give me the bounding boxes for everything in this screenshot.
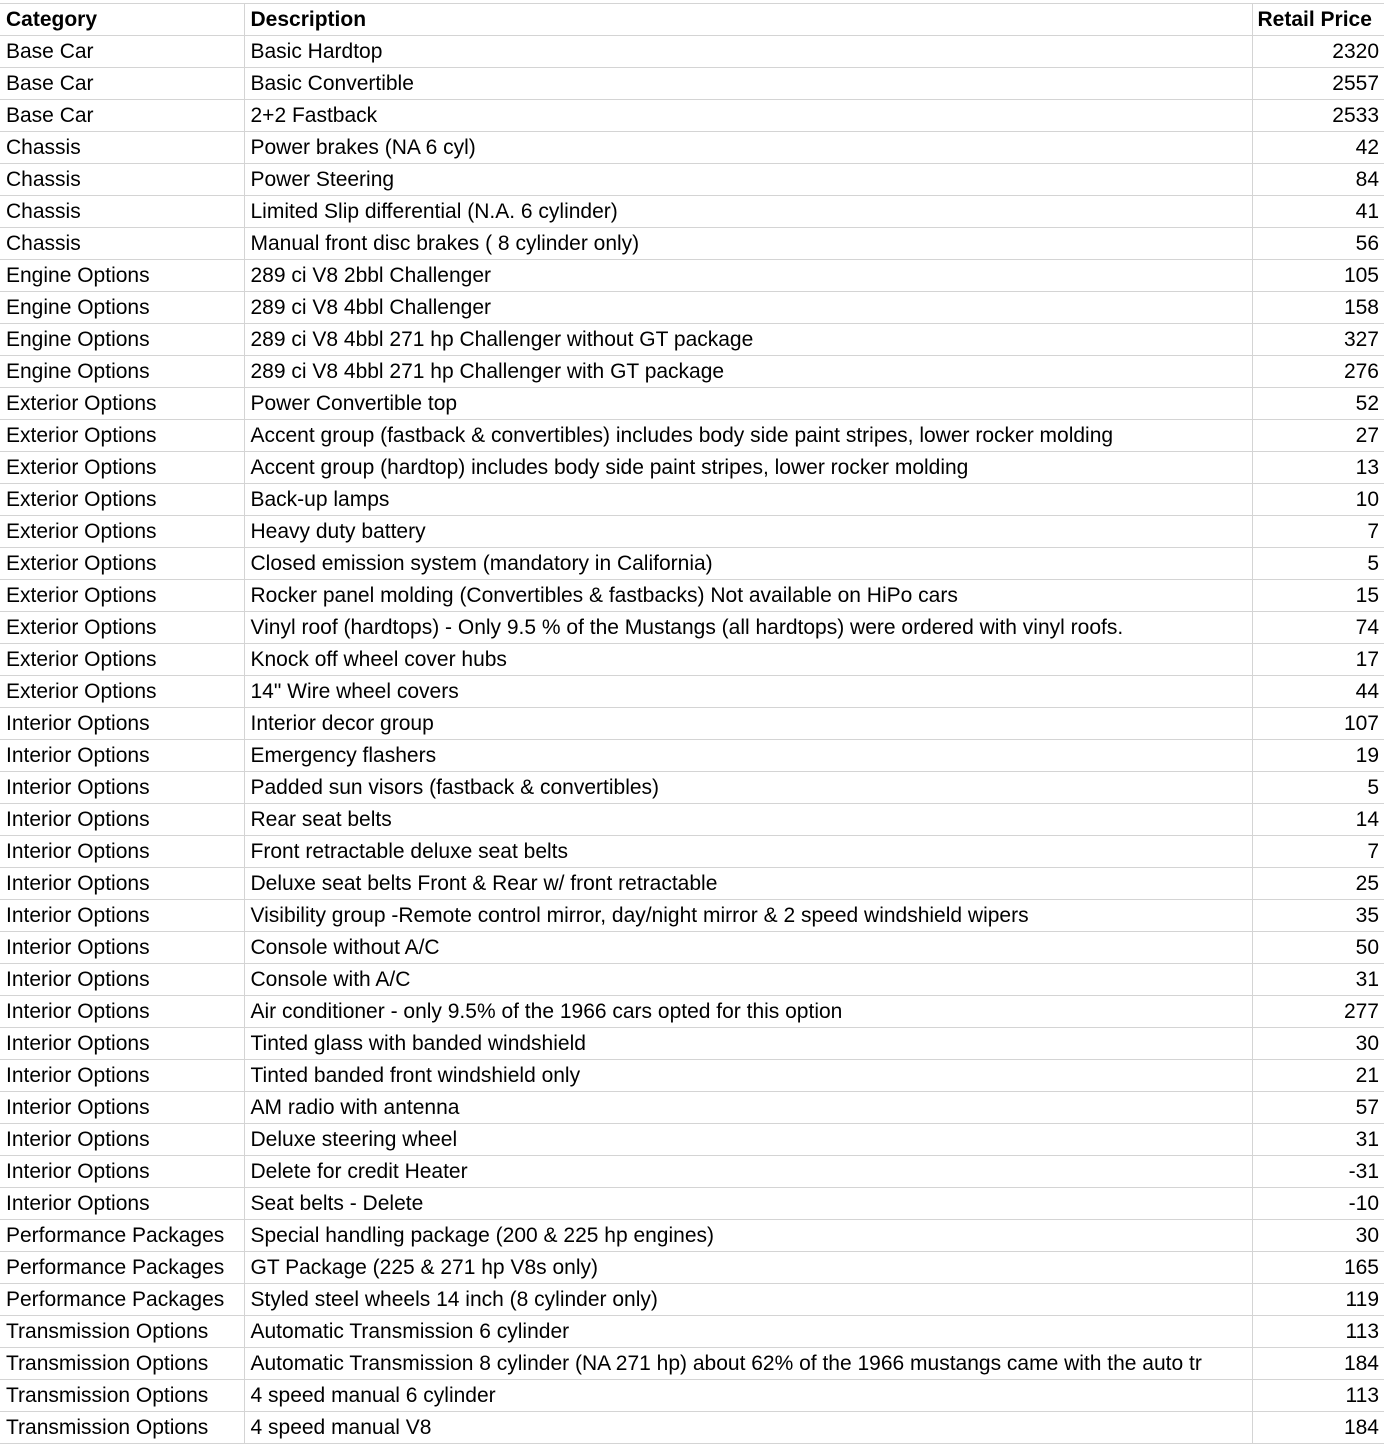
table-row bbox=[0, 100, 1384, 132]
category-cell[interactable]: Performance Packages bbox=[0, 1284, 244, 1316]
category-cell[interactable]: Interior Options bbox=[0, 964, 244, 996]
description-cell[interactable]: Rear seat belts bbox=[244, 804, 1252, 836]
table-row bbox=[0, 388, 1384, 420]
table-row bbox=[0, 420, 1384, 452]
description-cell[interactable]: Accent group (hardtop) includes body side paint stripes, lower rocker molding bbox=[244, 452, 1252, 484]
description-cell[interactable]: Knock off wheel cover hubs bbox=[244, 644, 1252, 676]
category-cell[interactable]: Exterior Options bbox=[0, 484, 244, 516]
category-cell[interactable]: Chassis bbox=[0, 164, 244, 196]
description-cell[interactable]: 2+2 Fastback bbox=[244, 100, 1252, 132]
description-cell[interactable]: Limited Slip differential (N.A. 6 cylinder) bbox=[244, 196, 1252, 228]
retail-price-cell[interactable]: 277 bbox=[1252, 996, 1384, 1028]
table-row bbox=[0, 292, 1384, 324]
category-cell[interactable]: Interior Options bbox=[0, 1092, 244, 1124]
retail-price-cell[interactable]: 44 bbox=[1252, 676, 1384, 708]
retail-price-cell[interactable]: 5 bbox=[1252, 772, 1384, 804]
description-cell[interactable]: Console without A/C bbox=[244, 932, 1252, 964]
table-row bbox=[0, 580, 1384, 612]
description-cell[interactable]: Power Convertible top bbox=[244, 388, 1252, 420]
table-row bbox=[0, 836, 1384, 868]
category-cell[interactable]: Transmission Options bbox=[0, 1316, 244, 1348]
header-category[interactable]: Category bbox=[0, 4, 244, 36]
category-cell[interactable]: Exterior Options bbox=[0, 452, 244, 484]
retail-price-cell[interactable]: -10 bbox=[1252, 1188, 1384, 1220]
retail-price-cell[interactable]: 7 bbox=[1252, 836, 1384, 868]
retail-price-cell[interactable]: 184 bbox=[1252, 1348, 1384, 1380]
retail-price-cell[interactable]: 5 bbox=[1252, 548, 1384, 580]
description-cell[interactable]: Power Steering bbox=[244, 164, 1252, 196]
category-cell[interactable]: Interior Options bbox=[0, 932, 244, 964]
table-row bbox=[0, 356, 1384, 388]
retail-price-cell[interactable]: 57 bbox=[1252, 1092, 1384, 1124]
retail-price-cell[interactable]: 31 bbox=[1252, 964, 1384, 996]
description-cell[interactable]: Deluxe steering wheel bbox=[244, 1124, 1252, 1156]
description-cell[interactable]: Tinted glass with banded windshield bbox=[244, 1028, 1252, 1060]
description-cell[interactable]: 4 speed manual V8 bbox=[244, 1412, 1252, 1444]
description-cell[interactable]: Special handling package (200 & 225 hp engines) bbox=[244, 1220, 1252, 1252]
table-row bbox=[0, 708, 1384, 740]
description-cell[interactable]: Seat belts - Delete bbox=[244, 1188, 1252, 1220]
category-cell[interactable]: Transmission Options bbox=[0, 1412, 244, 1444]
category-cell[interactable]: Interior Options bbox=[0, 1188, 244, 1220]
category-cell[interactable]: Exterior Options bbox=[0, 388, 244, 420]
table-row bbox=[0, 612, 1384, 644]
category-cell[interactable]: Exterior Options bbox=[0, 516, 244, 548]
retail-price-cell[interactable]: 14 bbox=[1252, 804, 1384, 836]
retail-price-cell[interactable]: 50 bbox=[1252, 932, 1384, 964]
retail-price-cell[interactable]: 74 bbox=[1252, 612, 1384, 644]
retail-price-cell[interactable]: 113 bbox=[1252, 1380, 1384, 1412]
retail-price-cell[interactable]: 2533 bbox=[1252, 100, 1384, 132]
description-cell[interactable]: 289 ci V8 4bbl 271 hp Challenger with GT package bbox=[244, 356, 1252, 388]
category-cell[interactable]: Interior Options bbox=[0, 740, 244, 772]
table-row bbox=[0, 196, 1384, 228]
table-row bbox=[0, 1188, 1384, 1220]
retail-price-cell[interactable]: 158 bbox=[1252, 292, 1384, 324]
table-row bbox=[0, 1028, 1384, 1060]
retail-price-cell[interactable]: 21 bbox=[1252, 1060, 1384, 1092]
table-row bbox=[0, 1348, 1384, 1380]
category-cell[interactable]: Performance Packages bbox=[0, 1252, 244, 1284]
category-cell[interactable]: Chassis bbox=[0, 228, 244, 260]
category-cell[interactable]: Interior Options bbox=[0, 1124, 244, 1156]
table-row bbox=[0, 996, 1384, 1028]
table-row bbox=[0, 868, 1384, 900]
table-row bbox=[0, 932, 1384, 964]
category-cell[interactable]: Interior Options bbox=[0, 1028, 244, 1060]
table-row bbox=[0, 164, 1384, 196]
retail-price-cell[interactable]: 35 bbox=[1252, 900, 1384, 932]
table-row bbox=[0, 772, 1384, 804]
category-cell[interactable]: Base Car bbox=[0, 100, 244, 132]
description-cell[interactable]: AM radio with antenna bbox=[244, 1092, 1252, 1124]
table-row bbox=[0, 228, 1384, 260]
category-cell[interactable]: Chassis bbox=[0, 132, 244, 164]
retail-price-cell[interactable]: 2320 bbox=[1252, 36, 1384, 68]
category-cell[interactable]: Base Car bbox=[0, 36, 244, 68]
retail-price-cell[interactable]: 17 bbox=[1252, 644, 1384, 676]
description-cell[interactable]: Vinyl roof (hardtops) - Only 9.5 % of the Mustangs (all hardtops) were ordered with vinyl roofs. bbox=[244, 612, 1252, 644]
table-row bbox=[0, 1252, 1384, 1284]
description-cell[interactable]: Emergency flashers bbox=[244, 740, 1252, 772]
description-cell[interactable]: Deluxe seat belts Front & Rear w/ front retractable bbox=[244, 868, 1252, 900]
retail-price-cell[interactable]: 30 bbox=[1252, 1028, 1384, 1060]
table-row bbox=[0, 676, 1384, 708]
retail-price-cell[interactable]: 105 bbox=[1252, 260, 1384, 292]
retail-price-cell[interactable]: 165 bbox=[1252, 1252, 1384, 1284]
description-cell[interactable]: Basic Convertible bbox=[244, 68, 1252, 100]
retail-price-cell[interactable]: 113 bbox=[1252, 1316, 1384, 1348]
description-cell[interactable]: GT Package (225 & 271 hp V8s only) bbox=[244, 1252, 1252, 1284]
retail-price-cell[interactable]: 15 bbox=[1252, 580, 1384, 612]
description-cell[interactable]: Power brakes (NA 6 cyl) bbox=[244, 132, 1252, 164]
description-cell[interactable]: Tinted banded front windshield only bbox=[244, 1060, 1252, 1092]
description-cell[interactable]: Rocker panel molding (Convertibles & fastbacks) Not available on HiPo cars bbox=[244, 580, 1252, 612]
category-cell[interactable]: Exterior Options bbox=[0, 548, 244, 580]
table-row bbox=[0, 644, 1384, 676]
description-cell[interactable]: Automatic Transmission 6 cylinder bbox=[244, 1316, 1252, 1348]
retail-price-cell[interactable]: 184 bbox=[1252, 1412, 1384, 1444]
table-row bbox=[0, 964, 1384, 996]
category-cell[interactable]: Engine Options bbox=[0, 356, 244, 388]
category-cell[interactable]: Interior Options bbox=[0, 1156, 244, 1188]
table-row bbox=[0, 548, 1384, 580]
retail-price-cell[interactable]: 30 bbox=[1252, 1220, 1384, 1252]
table-row bbox=[0, 132, 1384, 164]
description-cell[interactable]: Heavy duty battery bbox=[244, 516, 1252, 548]
retail-price-cell[interactable]: 41 bbox=[1252, 196, 1384, 228]
category-cell[interactable]: Exterior Options bbox=[0, 420, 244, 452]
description-cell[interactable]: Manual front disc brakes ( 8 cylinder only) bbox=[244, 228, 1252, 260]
description-cell[interactable]: Delete for credit Heater bbox=[244, 1156, 1252, 1188]
category-cell[interactable]: Interior Options bbox=[0, 772, 244, 804]
retail-price-cell[interactable]: 13 bbox=[1252, 452, 1384, 484]
header-row bbox=[0, 4, 1384, 36]
retail-price-cell[interactable]: -31 bbox=[1252, 1156, 1384, 1188]
category-cell[interactable]: Base Car bbox=[0, 68, 244, 100]
category-cell[interactable]: Exterior Options bbox=[0, 676, 244, 708]
description-cell[interactable]: Styled steel wheels 14 inch (8 cylinder only) bbox=[244, 1284, 1252, 1316]
retail-price-cell[interactable]: 276 bbox=[1252, 356, 1384, 388]
description-cell[interactable]: Back-up lamps bbox=[244, 484, 1252, 516]
table-row bbox=[0, 1124, 1384, 1156]
description-cell[interactable]: 289 ci V8 2bbl Challenger bbox=[244, 260, 1252, 292]
category-cell[interactable]: Transmission Options bbox=[0, 1348, 244, 1380]
retail-price-cell[interactable]: 42 bbox=[1252, 132, 1384, 164]
table-row bbox=[0, 1156, 1384, 1188]
table-row bbox=[0, 1284, 1384, 1316]
table-row bbox=[0, 1380, 1384, 1412]
header-retail-price[interactable]: Retail Price bbox=[1252, 4, 1384, 36]
table-row bbox=[0, 484, 1384, 516]
category-cell[interactable]: Interior Options bbox=[0, 836, 244, 868]
description-cell[interactable]: 289 ci V8 4bbl 271 hp Challenger without GT package bbox=[244, 324, 1252, 356]
table-row bbox=[0, 1316, 1384, 1348]
table-row bbox=[0, 452, 1384, 484]
category-cell[interactable]: Exterior Options bbox=[0, 580, 244, 612]
category-cell[interactable]: Chassis bbox=[0, 196, 244, 228]
description-cell[interactable]: Air conditioner - only 9.5% of the 1966 cars opted for this option bbox=[244, 996, 1252, 1028]
table-row bbox=[0, 740, 1384, 772]
retail-price-cell[interactable]: 25 bbox=[1252, 868, 1384, 900]
category-cell[interactable]: Exterior Options bbox=[0, 644, 244, 676]
description-cell[interactable]: Padded sun visors (fastback & convertibles) bbox=[244, 772, 1252, 804]
table-row bbox=[0, 1412, 1384, 1444]
category-cell[interactable]: Engine Options bbox=[0, 324, 244, 356]
description-cell[interactable]: Visibility group -Remote control mirror, day/night mirror & 2 speed windshield wipers bbox=[244, 900, 1252, 932]
description-cell[interactable]: Basic Hardtop bbox=[244, 36, 1252, 68]
description-cell[interactable]: Automatic Transmission 8 cylinder (NA 271 hp) about 62% of the 1966 mustangs came with the auto tr bbox=[244, 1348, 1252, 1380]
options-price-table bbox=[0, 3, 1384, 1444]
table-body bbox=[0, 36, 1384, 1444]
retail-price-cell[interactable]: 327 bbox=[1252, 324, 1384, 356]
description-cell[interactable]: 14" Wire wheel covers bbox=[244, 676, 1252, 708]
retail-price-cell[interactable]: 10 bbox=[1252, 484, 1384, 516]
retail-price-cell[interactable]: 84 bbox=[1252, 164, 1384, 196]
table-row bbox=[0, 260, 1384, 292]
retail-price-cell[interactable]: 31 bbox=[1252, 1124, 1384, 1156]
header-description[interactable]: Description bbox=[244, 4, 1252, 36]
retail-price-cell[interactable]: 119 bbox=[1252, 1284, 1384, 1316]
retail-price-cell[interactable]: 19 bbox=[1252, 740, 1384, 772]
category-cell[interactable]: Interior Options bbox=[0, 708, 244, 740]
category-cell[interactable]: Performance Packages bbox=[0, 1220, 244, 1252]
category-cell[interactable]: Interior Options bbox=[0, 900, 244, 932]
category-cell[interactable]: Interior Options bbox=[0, 868, 244, 900]
table-row bbox=[0, 36, 1384, 68]
category-cell[interactable]: Engine Options bbox=[0, 260, 244, 292]
category-cell[interactable]: Transmission Options bbox=[0, 1380, 244, 1412]
description-cell[interactable]: 289 ci V8 4bbl Challenger bbox=[244, 292, 1252, 324]
category-cell[interactable]: Engine Options bbox=[0, 292, 244, 324]
table-row bbox=[0, 516, 1384, 548]
retail-price-cell[interactable]: 56 bbox=[1252, 228, 1384, 260]
retail-price-cell[interactable]: 7 bbox=[1252, 516, 1384, 548]
table-row bbox=[0, 1092, 1384, 1124]
category-cell[interactable]: Interior Options bbox=[0, 804, 244, 836]
retail-price-cell[interactable]: 107 bbox=[1252, 708, 1384, 740]
description-cell[interactable]: Accent group (fastback & convertibles) includes body side paint stripes, lower rocker molding bbox=[244, 420, 1252, 452]
description-cell[interactable]: Console with A/C bbox=[244, 964, 1252, 996]
description-cell[interactable]: Interior decor group bbox=[244, 708, 1252, 740]
description-cell[interactable]: Front retractable deluxe seat belts bbox=[244, 836, 1252, 868]
table-row bbox=[0, 324, 1384, 356]
table-row bbox=[0, 804, 1384, 836]
category-cell[interactable]: Interior Options bbox=[0, 996, 244, 1028]
table-row bbox=[0, 900, 1384, 932]
retail-price-cell[interactable]: 27 bbox=[1252, 420, 1384, 452]
category-cell[interactable]: Interior Options bbox=[0, 1060, 244, 1092]
category-cell[interactable]: Exterior Options bbox=[0, 612, 244, 644]
description-cell[interactable]: Closed emission system (mandatory in California) bbox=[244, 548, 1252, 580]
table-row bbox=[0, 1060, 1384, 1092]
description-cell[interactable]: 4 speed manual 6 cylinder bbox=[244, 1380, 1252, 1412]
retail-price-cell[interactable]: 2557 bbox=[1252, 68, 1384, 100]
table-row bbox=[0, 68, 1384, 100]
table-row bbox=[0, 1220, 1384, 1252]
retail-price-cell[interactable]: 52 bbox=[1252, 388, 1384, 420]
